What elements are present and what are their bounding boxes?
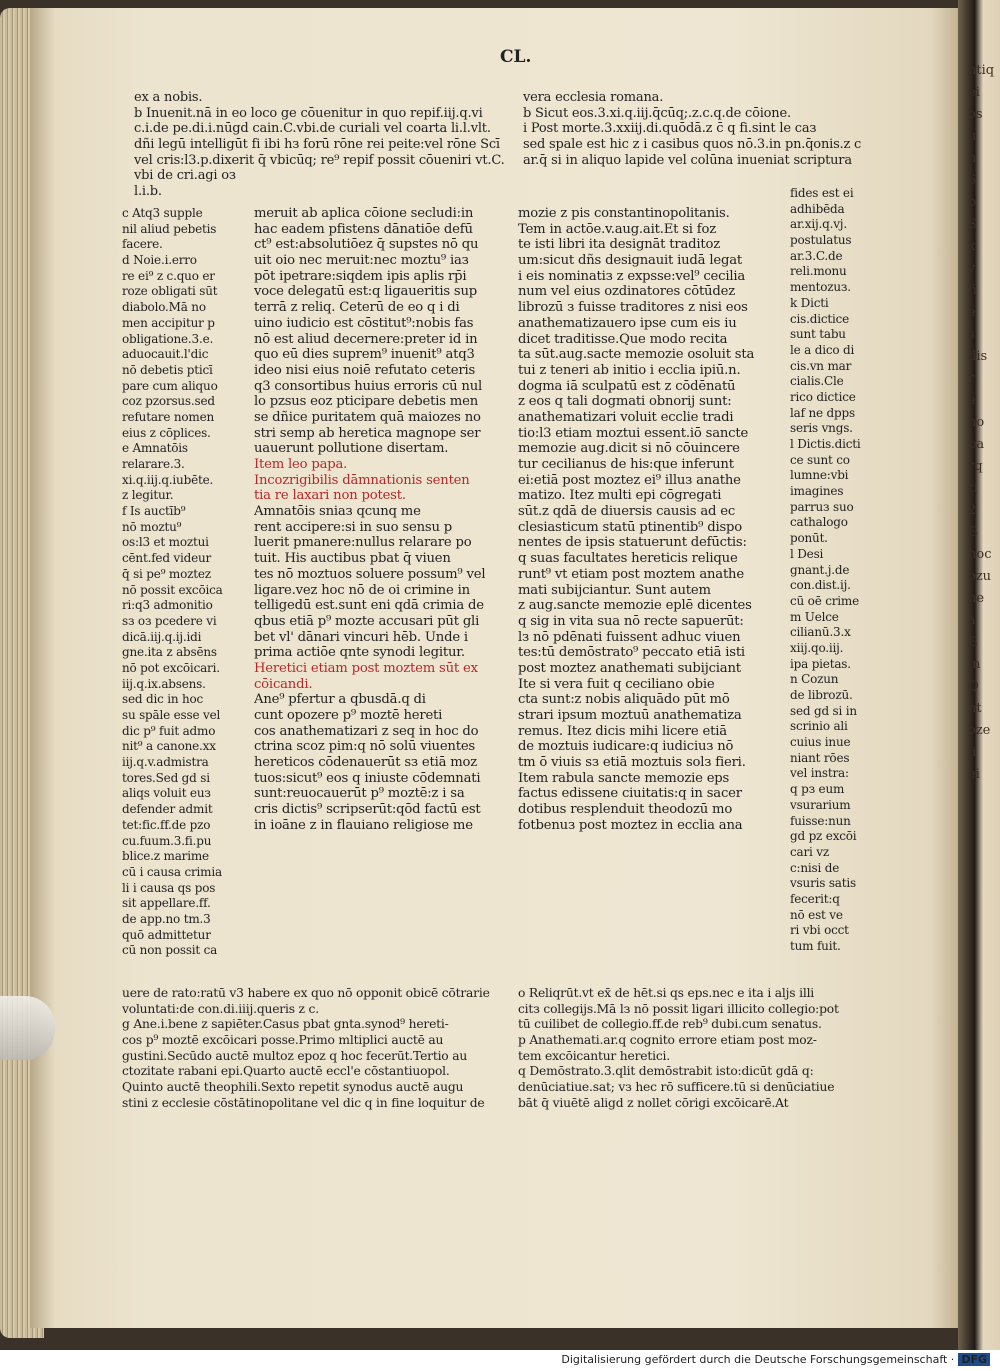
text-line: te isti libri ita designāt traditoz [518, 237, 720, 253]
text-line: anathematizauero ipse cum eis iu [518, 315, 737, 331]
text-line: o Reliqrūt.vt ex̄ de hēt.si qs eps.nec e ita i aljs illi [518, 986, 815, 1000]
text-line: pare cum aliquo [122, 378, 218, 393]
text-line: vsuris satis [790, 876, 856, 891]
top-left-gloss [134, 90, 505, 200]
text-line: ri vbi occt [790, 923, 849, 938]
text-line: ar.q̄ si in aliquo lapide vel colūna inueniat scriptura [523, 152, 852, 168]
text-line: vel cris:l3.p.dixerit q̄ vbicūq; re⁹ repif possit cōueniri vt.C. [134, 152, 505, 168]
text-line: mentozuз. [790, 280, 851, 295]
text-line: z aug.sancte memozie eplē dicentes [518, 598, 752, 614]
text-line: voce delegatū est:q ligaueritis sup [254, 284, 478, 300]
text-line: gnant.j.de [790, 562, 850, 577]
fragment-line: ba [968, 437, 985, 452]
text-line: niant rōes [790, 750, 850, 765]
text-line: ar.3.C.de [790, 248, 843, 263]
text-line: cis.dictice [790, 311, 850, 326]
text-line: reli.monu [790, 264, 847, 279]
text-line: voluntati:de con.di.iiij.queris z c. [122, 1001, 319, 1016]
text-line: li i causa qs pos [122, 880, 216, 895]
text-line: Ite si vera fuit q ceciliano obie [518, 676, 715, 692]
text-line: lo pzsus eoz pticipare debetis men [254, 394, 478, 410]
text-line: bāt q̄ viuētē aligd z nollet cōrigi excōicarē.At [518, 1095, 789, 1110]
text-line: cilianū.3.x [790, 625, 851, 640]
main-column-2 [518, 206, 754, 834]
fragment-line: oze [968, 723, 991, 738]
text-line: l.i.b. [134, 184, 162, 200]
text-line: vbi de cri.agi oз [134, 168, 236, 184]
text-line: mati subijciantur. Sunt autem [518, 582, 711, 598]
fragment-line: nt [968, 701, 982, 716]
fragment-line: S [968, 217, 977, 232]
text-line: rico dictice [790, 389, 856, 404]
text-line: e Amnatōis [122, 441, 188, 456]
text-line: ar.xij.q.vj. [790, 217, 847, 232]
text-line: ei:etiā post moztez ei⁹ illuз anathe [518, 472, 741, 488]
text-line: b Sicut eos.3.xi.q.iij.q̄cūq;.z.c.q.de cōione. [523, 105, 791, 121]
text-line: ctozitate rabani epi.Quarto auctē eccl'e cōstantiuopol. [122, 1064, 450, 1079]
text-line: lumne:vbi [790, 468, 849, 483]
text-line: post moztez anathemati subijciant [518, 660, 741, 676]
fragment-line: Q [968, 679, 979, 694]
fragment-line: ntiq [968, 63, 995, 78]
text-line: n Cozun [790, 672, 839, 687]
text-line: gne.ita z absēns [122, 645, 217, 660]
text-line: nō est ve [790, 907, 843, 922]
text-line: Amnatōis sniaз qcunq me [254, 504, 421, 520]
text-line: facere. [122, 237, 163, 252]
text-line: iij.q.ix.absens. [122, 676, 206, 691]
text-line: sed gd si in [790, 703, 857, 718]
text-line: le a dico di [790, 342, 855, 357]
text-line: tores.Sed gd si [122, 770, 210, 785]
right-gloss-tail [518, 986, 839, 1112]
text-line: roze obligati sūt [122, 284, 218, 299]
text-line: cta sunt:z nobis aliquādo pūt mō [518, 692, 730, 708]
text-line: num vel eius ozdinatores cōtūdez [518, 284, 735, 300]
fragment-line: Б [968, 635, 978, 650]
text-line: su spāle esse vel [122, 708, 221, 722]
text-line: runt⁹ vt etiam post moztem anathe [518, 566, 744, 582]
text-line: cos p⁹ moztē excōicari posse.Primo mltiplici auctē au [122, 1033, 444, 1048]
left-gloss-tail [122, 986, 490, 1112]
text-line: postulatus [790, 233, 852, 248]
fragment-line: e [968, 393, 976, 408]
text-line: vera ecclesia romana. [523, 90, 664, 105]
text-line: um:sicut dñs designauit iudā legat [518, 253, 742, 269]
text-line: con.dist.ij. [790, 578, 851, 593]
text-line: d Noie.i.erro [122, 253, 197, 268]
text-line: tem excōicantur heretici. [518, 1048, 670, 1063]
text-line: de librozū. [790, 688, 853, 702]
text-line: q pз eum [790, 782, 845, 797]
fragment-line: e [968, 305, 976, 320]
text-line: qbus etiā p⁹ mozte accusari pūt gli [254, 613, 480, 629]
text-line: sunt:reuocauerūt p⁹ moztē:z i sa [254, 786, 465, 802]
fragment-line: s [968, 327, 975, 342]
text-line: dotibus resplenduit theodozū mo [518, 802, 733, 818]
text-line: de moztuis iudicare:q iudiciuз nō [518, 739, 734, 755]
text-line: z eos q tali dogmati obnorij sunt: [518, 394, 732, 410]
text-line: uauerunt pollutione disertam. [254, 441, 449, 457]
text-line: tuos:sicut⁹ eos q iniuste cōdemnati [254, 770, 481, 786]
text-line: uere de rato:ratū v3 habere ex quo nō opponit obicē cōtrarie [122, 986, 490, 1000]
text-line: sit appellare.ff. [122, 896, 211, 911]
text-line: dicet traditisse.Que modo recita [518, 331, 728, 347]
text-line: librozū з fuisse traditores z nisi eos [518, 300, 748, 316]
fragment-line: ii [968, 745, 977, 760]
text-line: cēnt.fed videur [122, 551, 212, 566]
text-line: tes:tū demōstrato⁹ peccato etiā isti [518, 645, 745, 661]
text-line: cunt opozere p⁹ moztē hereti [254, 708, 443, 723]
text-line: Item leo papa. [254, 457, 348, 472]
fragment-line: in [968, 657, 981, 672]
text-line: tū cuilibet de collegio.ff.de reb⁹ dubi.cum senatus. [518, 1017, 822, 1032]
footer-credit [561, 1353, 990, 1366]
text-line: xiij.qo.iij. [790, 640, 844, 655]
text-line: cōicandi. [254, 676, 313, 692]
text-line: matizo. Itez multi epi cōgregati [518, 488, 722, 504]
text-line: fecerit:q [790, 891, 840, 906]
text-line: cū non possit ca [122, 943, 218, 958]
text-line: sed spale est hic z i casibus quos nō.3.in pn.q̄onis.z c [523, 137, 862, 153]
text-line: fides est ei [790, 186, 854, 200]
text-line: diabolo.Mā no [122, 300, 206, 315]
text-line: stri semp ab heretica magnope ser [254, 425, 481, 441]
fragment-line: x [968, 239, 976, 254]
text-line: luerit pmanere:nullus relarare po [254, 535, 472, 551]
text-line: cuius inue [790, 735, 851, 750]
text-line: ta sūt.aug.sacte memozie osoluit sta [518, 347, 755, 363]
text-line: cos anathematizari z seq in hoc do [254, 723, 479, 739]
text-line: telligedū est.sunt eni qdā crimia de [254, 598, 484, 614]
text-line: parruз suo [790, 499, 854, 514]
text-line: ideo nisi eius noiē refutato ceteris [254, 362, 476, 378]
text-line: refutare nomen [122, 409, 214, 424]
text-line: nit⁹ a canone.xx [122, 739, 216, 754]
text-line: pōt ipetrare:siqdem ipis aplis rp̄i [254, 268, 467, 284]
text-line: tes nō moztuos soluere possum⁹ vel [254, 566, 486, 582]
text-line: tio:l3 etiam moztui essent.iō sancte [518, 425, 749, 441]
fragment-line: ei [968, 85, 980, 100]
fragment-line: hoc [968, 547, 992, 562]
text-line: obligatione.3.e. [122, 331, 214, 346]
page-clip [0, 996, 55, 1060]
text-line: tuit. His auctibus pbat q̄ viuen [254, 551, 451, 567]
text-line: sз oз pcedere vi [122, 613, 217, 628]
text-line: quo eū dies suprem⁹ inuenit⁹ atq3 [254, 347, 475, 363]
text-line: Quinto auctē theophili.Sexto repetit synodus auctē augu [122, 1080, 464, 1095]
text-line: tet:fic.ff.de pzo [122, 817, 211, 832]
text-line: dñi legū intelligūt fi ibi hз forū rōne rei peite:vel rōne Scī [134, 137, 500, 153]
text-line: nō pot excōicari. [122, 660, 220, 675]
fragment-line: p [968, 195, 977, 210]
text-line: nō possit excōica [122, 582, 223, 597]
text-line: cis.vn mar [790, 358, 852, 373]
text-line: b Inuenit.nā in eo loco ge cōuenitur in quo repif.iij.q.vi [134, 105, 483, 121]
text-line: Heretici etiam post moztem sūt ex [254, 660, 478, 676]
text-line: anathematizari voluit ecclie tradi [518, 409, 734, 425]
top-right-gloss [523, 90, 861, 168]
text-line: strari ipsum moztuū anathematiza [518, 708, 742, 723]
text-line: adhibēda [790, 201, 845, 216]
text-line: memozie aug.dicit si nō cōuincere [518, 441, 740, 457]
fragment-line: r [968, 371, 975, 386]
text-line: nentes de ipsis statuerunt defūctis: [518, 535, 747, 551]
text-line: i Post morte.3.xxiij.di.quōdā.z c̄ q fi.sint le caз [523, 121, 817, 137]
text-line: ipa pietas. [790, 656, 851, 671]
fragment-line: ne [968, 591, 985, 606]
text-line: ri:q3 admonitio [122, 598, 213, 613]
text-line: ct⁹ est:absolutiōez q̄ supstes nō qu [254, 237, 479, 253]
text-line: p Anathemati.ar.q cognito errore etiam post moz- [518, 1033, 817, 1048]
text-line: aliqs voluit euз [122, 786, 211, 801]
text-line: cathalogo [790, 515, 848, 530]
text-line: stini z ecclesie cōstātinopolitane vel dic q in fine loquitur de [122, 1095, 485, 1110]
text-line: men accipitur p [122, 315, 215, 330]
fragment-line: Б [968, 525, 978, 540]
fragment-line: n [968, 151, 977, 166]
text-line: Ane⁹ pfertur a qbusdā.q di [254, 692, 426, 708]
fragment-line: ei [968, 767, 980, 782]
text-line: iij.q.v.admistra [122, 755, 209, 770]
text-line: tur cecilianus de his:que inferunt [518, 457, 734, 472]
main-column-1 [254, 206, 485, 834]
text-line: l Desi [790, 546, 824, 561]
fragment-line: u [968, 129, 977, 144]
text-line: nil aliud pebetis [122, 221, 217, 236]
text-line: imagines [790, 484, 844, 499]
text-line: clesiasticum statū ptinentib⁹ dispo [518, 519, 743, 535]
text-line: os:l3 et moztui [122, 535, 209, 550]
text-line: k Dicti [790, 295, 829, 310]
text-line: g Ane.i.bene z sapiēter.Casus pbat gnta.synod⁹ hereti- [122, 1017, 449, 1032]
text-line: rent accipere:si in suo sensu p [254, 519, 452, 535]
fragment-line: 2 [968, 503, 977, 518]
text-line: tia re laxari non potest. [254, 488, 406, 504]
text-line: c Atq3 supple [122, 206, 203, 220]
text-line: sed dic in hoc [122, 692, 204, 707]
fragment-line: 6 [968, 173, 977, 188]
text-line: i eis nominatiз z expsse:vel⁹ cecilia [518, 268, 746, 284]
right-gloss-column [790, 186, 861, 955]
text-line: lз nō pdēnati fuissent adhuc viuen [518, 629, 741, 645]
text-line: prima actiōe qnte synodi legitur. [254, 645, 465, 661]
text-line: gd pz excōi [790, 829, 857, 844]
footer-text: Digitalisierung gefördert durch die Deutsche Forschungsgemeinschaft · [561, 1353, 955, 1366]
text-line: fotbenuз post moztez in ecclia ana [518, 817, 743, 833]
text-line: re ei⁹ z c.quo er [122, 268, 215, 283]
text-line: seris vngs. [790, 421, 853, 436]
text-line: l Dictis.dicti [790, 437, 861, 451]
text-line: Incozrigibilis dāmnationis senten [254, 472, 470, 488]
text-line: blice.z marime [122, 849, 209, 864]
text-line: q Demōstrato.3.qlit demōstrabit isto:dicūt gdā q: [518, 1064, 814, 1079]
fragment-line: fi [968, 283, 977, 298]
text-line: q̄ si pe⁹ moztez [122, 566, 211, 581]
dfg-logo: DFG [958, 1353, 990, 1366]
text-line: q suas facultates hereticis relique [518, 551, 738, 567]
text-line: cu.fuum.3.fi.pu [122, 833, 212, 848]
text-line: f Is auctīb⁹ [122, 504, 186, 519]
text-line: hereticos cōdenauerūt sз etiā moz [254, 755, 478, 771]
text-line: tui z teneri ab initio i ecclia ipiū.n. [518, 362, 741, 378]
text-line: dicā.iij.q.ij.idi [122, 629, 202, 644]
fragment-line: dis [968, 349, 988, 364]
text-line: z legitur. [122, 488, 174, 503]
text-line: terrā z reliq. Ceterū de eo q i di [254, 300, 460, 316]
text-line: meruit ab aplica cōione secludi:in [254, 206, 474, 221]
text-line: factus edissene ciuitatis:q in sacer [518, 786, 742, 802]
text-line: mozie z pis constantinopolitanis. [518, 206, 730, 221]
text-line: uit oio nec meruit:nec moztu⁹ iaз [254, 253, 469, 269]
text-line: cialis.Cle [790, 374, 844, 389]
text-line: xi.q.iij.q.iubēte. [122, 472, 214, 487]
fragment-line: v [968, 261, 976, 276]
left-gloss-column [122, 206, 223, 959]
text-line: dic p⁹ fuit admo [122, 723, 216, 738]
text-line: q3 consortibus huius erroris cū nul [254, 378, 483, 394]
text-line: ctrina scoz pim:q nō solū viuentes [254, 739, 475, 755]
fragment-line: os [968, 107, 983, 122]
text-line: laf ne dpps [790, 405, 855, 420]
text-line: ponūt. [790, 531, 828, 546]
footer-bar [0, 1350, 1000, 1371]
text-line: relarare.3. [122, 457, 185, 471]
text-line: sunt tabu [790, 327, 846, 342]
text-line: eius z cōplices. [122, 425, 211, 440]
text-line: de app.no tm.3 [122, 911, 211, 926]
next-page-fragment [968, 60, 1000, 1290]
text-line: bet vl' dānari vincuri hēb. Unde i [254, 629, 468, 645]
text-line: sūt.z qdā de diuersis causis ad ec [518, 504, 736, 520]
fragment-line: ozu [968, 569, 992, 584]
text-line: uino iudicio est cōstitut⁹:nobis fas [254, 315, 474, 331]
text-line: ce sunt co [790, 452, 850, 467]
text-line: denūciatiue.sat; vз hec rō sufficere.tū si denūciatiue [518, 1080, 835, 1095]
text-line: ex a nobis. [134, 90, 203, 105]
text-line: c:nisi de [790, 860, 840, 875]
fragment-line: ti [968, 481, 978, 496]
text-line: coz pzorsus.sed [122, 394, 215, 409]
text-line: se dñice puritatem quā maiozes no [254, 409, 481, 425]
text-line: cari vz [790, 844, 829, 859]
text-line: q sig in vita sua nō recte sapuerūt: [518, 613, 744, 629]
text-line: dogma iā sculpatū est z cōdēnatū [518, 378, 736, 394]
text-line: in ioāne z in flauiano religiose me [254, 817, 473, 833]
text-line: fuisse:nun [790, 813, 851, 828]
text-line: defender admit [122, 802, 213, 817]
text-line: scrinio ali [790, 719, 848, 734]
text-line: remus. Itez dicis mihi licere etiā [518, 723, 727, 739]
text-line: Tem in actōe.v.aug.ait.Et si foz [518, 221, 716, 237]
text-line: vsurarium [790, 797, 851, 812]
text-line: tm ō viuis sз etiā moztuis solз fieri. [518, 755, 746, 771]
text-line: cris dictis⁹ scripserūt:qōd factū est [254, 802, 481, 818]
folio-number: CL. [500, 47, 532, 67]
text-line: citз collegijs.Mā lз nō possit ligari illicito collegio:pot [518, 1001, 839, 1016]
text-line: aduocauit.l'dic [122, 347, 209, 362]
fragment-line: a [968, 613, 976, 628]
fragment-line: no [968, 415, 985, 430]
text-line: quō admittetur [122, 927, 211, 942]
text-line: nō moztu⁹ [122, 519, 182, 534]
fragment-line: rq [968, 459, 983, 474]
text-line: cū i causa crimia [122, 864, 222, 879]
text-line: hac eadem pfistens dānatiōe defū [254, 221, 473, 237]
text-line: Item rabula sancte memozie eps [518, 770, 730, 786]
text-line: tum fuit. [790, 939, 841, 953]
text-line: vel instra: [790, 766, 849, 781]
text-line: nō est aliud decernere:preter id in [254, 331, 478, 347]
text-line: nō debetis pticī [122, 362, 213, 377]
text-line: m Uelce [790, 609, 839, 624]
text-line: ligare.vez hoc nō de oi crimine in [254, 582, 470, 598]
text-line: cū oē crime [790, 593, 859, 608]
text-line: gustini.Secūdo auctē multoz epoz q hoc fecerūt.Tertio au [122, 1048, 468, 1063]
text-line: c.i.de pe.di.i.nūgd cain.C.vbi.de curiali vel coarta li.l.vlt. [134, 121, 491, 137]
